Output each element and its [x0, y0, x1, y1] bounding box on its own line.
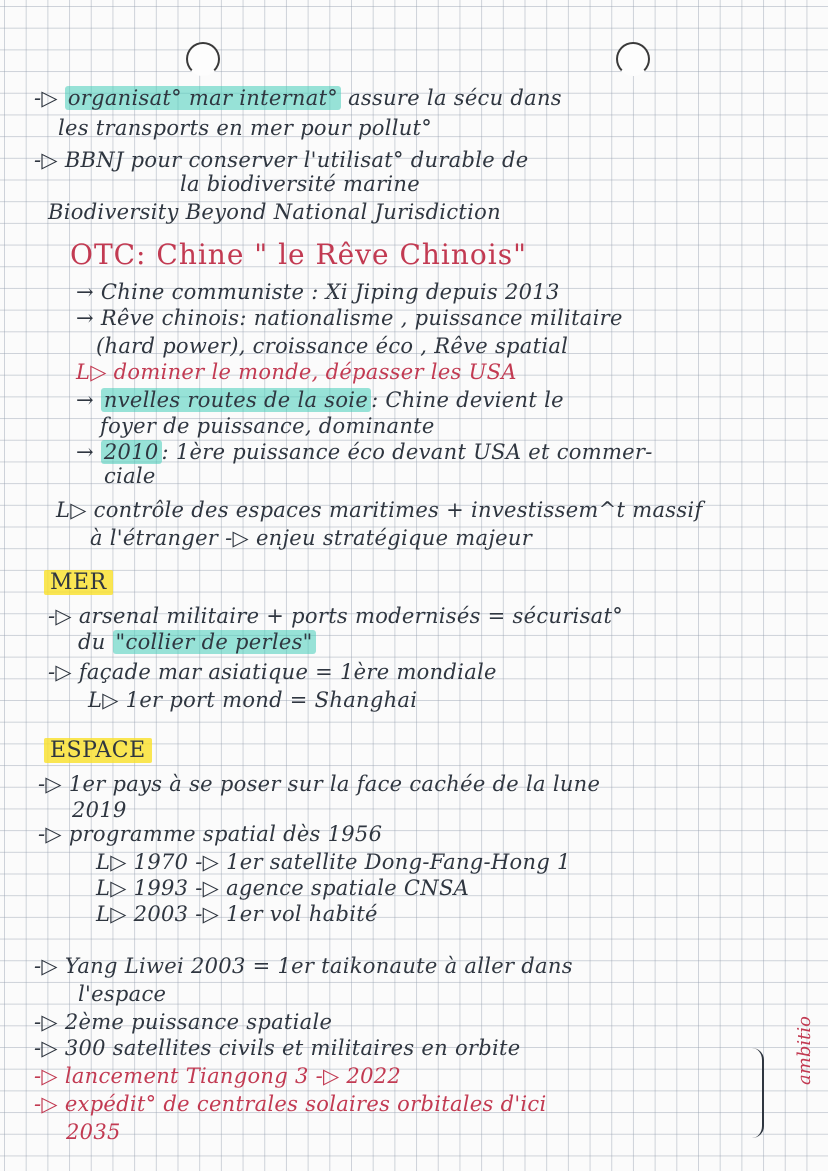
- note-line-text: assure la sécu dans: [341, 86, 562, 110]
- note-line: L▷ 2003 -▷ 1er vol habité: [96, 902, 378, 926]
- note-line: L▷ dominer le monde, dépasser les USA: [76, 360, 517, 384]
- note-line: -▷ façade mar asiatique = 1ère mondiale: [48, 660, 497, 684]
- note-line: à l'étranger -▷ enjeu stratégique majeur: [90, 526, 533, 550]
- note-line: -▷ BBNJ pour conserver l'utilisat° durable de: [34, 148, 529, 172]
- note-line: [78, 630, 316, 654]
- page-title: OTC: Chine " le Rêve Chinois": [70, 238, 527, 271]
- note-line: L▷ 1993 -▷ agence spatiale CNSA: [96, 876, 470, 900]
- note-line: 2035: [66, 1120, 121, 1144]
- note-line: [34, 86, 562, 110]
- note-line: -▷ programme spatial dès 1956: [38, 822, 383, 846]
- note-line-text: : 1ère puissance éco devant USA et commer-: [161, 440, 653, 464]
- section-heading-mer: [44, 570, 113, 595]
- note-line: -▷ lancement Tiangong 3 -▷ 2022: [34, 1064, 402, 1088]
- section-label: MER: [44, 570, 113, 595]
- punch-hole-right: [616, 42, 650, 76]
- section-heading-espace: [44, 738, 152, 763]
- note-line: → Chine communiste : Xi Jiping depuis 2013: [76, 280, 560, 304]
- note-line: -▷ expédit° de centrales solaires orbitales d'ici: [34, 1092, 547, 1116]
- note-line-prefix: -▷: [34, 86, 65, 110]
- side-annotation: ambitio: [793, 1016, 815, 1085]
- note-line: 2019: [72, 798, 127, 822]
- highlighted-text: nvelles routes de la soie: [101, 388, 371, 412]
- note-line: la biodiversité marine: [180, 172, 420, 196]
- note-line: [76, 388, 564, 412]
- note-line: l'espace: [78, 982, 167, 1006]
- curly-brace: [748, 1048, 764, 1138]
- note-line: → Rêve chinois: nationalisme , puissance militaire: [76, 306, 623, 330]
- note-line: -▷ arsenal militaire + ports modernisés = sécurisat°: [48, 604, 624, 628]
- note-line: -▷ 1er pays à se poser sur la face cachée de la lune: [38, 772, 601, 796]
- note-line: L▷ 1970 -▷ 1er satellite Dong-Fang-Hong 1: [96, 850, 571, 874]
- note-line-text: : Chine devient le: [371, 388, 564, 412]
- note-line: L▷ 1er port mond = Shanghai: [88, 688, 418, 712]
- highlighted-text: organisat° mar internat°: [65, 86, 341, 110]
- note-line: -▷ Yang Liwei 2003 = 1er taikonaute à aller dans: [34, 954, 573, 978]
- note-line-prefix: →: [76, 388, 101, 412]
- punch-hole-left: [186, 42, 220, 76]
- note-line: L▷ contrôle des espaces maritimes + investissem^t massif: [56, 498, 703, 522]
- note-line-prefix: →: [76, 440, 101, 464]
- note-line-prefix: du: [78, 630, 113, 654]
- note-line: ciale: [104, 464, 156, 488]
- note-line: [76, 440, 653, 464]
- note-line: -▷ 300 satellites civils et militaires en orbite: [34, 1036, 521, 1060]
- note-line: les transports en mer pour pollut°: [58, 116, 433, 140]
- note-line: (hard power), croissance éco , Rêve spatial: [96, 334, 569, 358]
- highlighted-text: 2010: [101, 440, 162, 464]
- section-label: ESPACE: [44, 738, 152, 763]
- highlighted-text: "collier de perles": [113, 630, 316, 654]
- note-line: foyer de puissance, dominante: [100, 414, 435, 438]
- note-line: -▷ 2ème puissance spatiale: [34, 1010, 333, 1034]
- note-line: Biodiversity Beyond National Jurisdiction: [48, 200, 501, 224]
